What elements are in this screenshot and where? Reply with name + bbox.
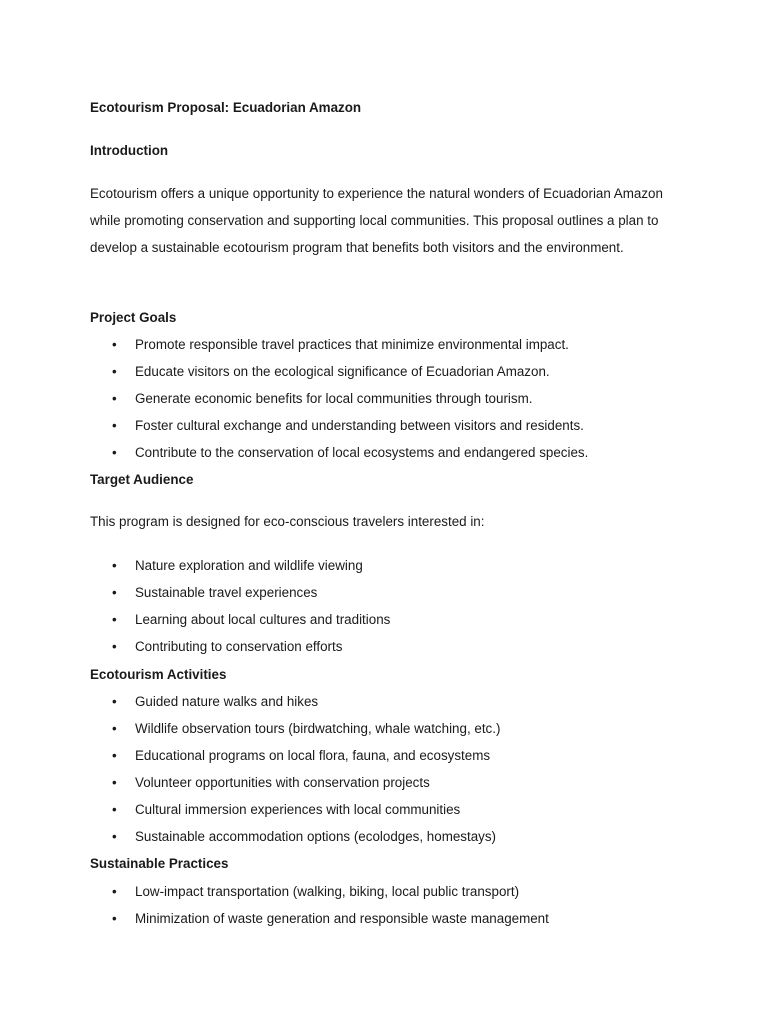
list-item-text: Wildlife observation tours (birdwatching, whale watching, etc.) [135, 721, 501, 737]
list-item [90, 909, 549, 936]
bullet-icon: • [112, 612, 117, 628]
list-item [90, 389, 588, 416]
list-item-text: Generate economic benefits for local communities through tourism. [135, 391, 533, 407]
bullet-icon: • [112, 802, 117, 818]
target-audience-list [90, 556, 390, 664]
project-goals-list [90, 335, 588, 470]
bullet-icon: • [112, 418, 117, 434]
list-item [90, 362, 588, 389]
bullet-icon: • [112, 585, 117, 601]
list-item [90, 719, 500, 746]
list-item [90, 416, 588, 443]
bullet-icon: • [112, 391, 117, 407]
list-item [90, 882, 549, 909]
ecotourism-activities-list [90, 692, 500, 855]
list-item-text: Sustainable travel experiences [135, 585, 318, 601]
list-item-text: Cultural immersion experiences with local communities [135, 802, 461, 818]
heading-project-goals: Project Goals [90, 310, 177, 325]
heading-ecotourism-activities: Ecotourism Activities [90, 667, 227, 682]
document-title: Ecotourism Proposal: Ecuadorian Amazon [90, 100, 362, 115]
sustainable-practices-list [90, 882, 549, 936]
list-item-text: Educational programs on local flora, fauna, and ecosystems [135, 748, 491, 764]
list-item [90, 827, 500, 854]
heading-introduction: Introduction [90, 143, 169, 158]
list-item-text: Low-impact transportation (walking, biking, local public transport) [135, 884, 520, 899]
list-item-text: Volunteer opportunities with conservation projects [135, 775, 430, 791]
bullet-icon: • [112, 364, 117, 380]
list-item-text: Sustainable accommodation options (ecolodges, homestays) [135, 829, 497, 845]
heading-target-audience: Target Audience [90, 472, 194, 487]
list-item-text: Foster cultural exchange and understanding between visitors and residents. [135, 418, 584, 434]
bullet-icon: • [112, 911, 117, 927]
list-item [90, 637, 390, 664]
bullet-icon: • [112, 748, 117, 764]
list-item-text: Guided nature walks and hikes [135, 694, 319, 709]
bullet-icon: • [112, 775, 117, 791]
list-item [90, 746, 500, 773]
list-item-text: Nature exploration and wildlife viewing [135, 558, 363, 573]
target-audience-paragraph: This program is designed for eco-conscious travelers interested in: [90, 514, 485, 529]
list-item [90, 583, 390, 610]
bullet-icon: • [112, 721, 117, 737]
bullet-icon: • [112, 884, 117, 899]
bullet-icon: • [112, 337, 117, 352]
bullet-icon: • [112, 829, 117, 845]
heading-sustainable-practices: Sustainable Practices [90, 856, 229, 871]
list-item-text: Contribute to the conservation of local ecosystems and endangered species. [135, 445, 589, 461]
bullet-icon: • [112, 558, 117, 573]
list-item-text: Contributing to conservation efforts [135, 639, 343, 655]
list-item-text: Promote responsible travel practices that minimize environmental impact. [135, 337, 569, 352]
list-item-text: Minimization of waste generation and responsible waste management [135, 911, 549, 927]
list-item [90, 773, 500, 800]
bullet-icon: • [112, 694, 117, 709]
introduction-paragraph: Ecotourism offers a unique opportunity to experience the natural wonders of Ecuadorian Amazon while promoting conservation and supporting local communities. This proposal outlines a plan to develop a sustainable ecotourism program that benefits both visitors and the environment. [90, 186, 663, 255]
list-item-text: Educate visitors on the ecological significance of Ecuadorian Amazon. [135, 364, 550, 380]
list-item [90, 800, 500, 827]
list-item [90, 556, 390, 583]
list-item-text: Learning about local cultures and traditions [135, 612, 391, 628]
list-item [90, 692, 500, 719]
list-item [90, 610, 390, 637]
bullet-icon: • [112, 445, 117, 461]
list-item [90, 443, 588, 470]
bullet-icon: • [112, 639, 117, 655]
list-item [90, 335, 588, 362]
